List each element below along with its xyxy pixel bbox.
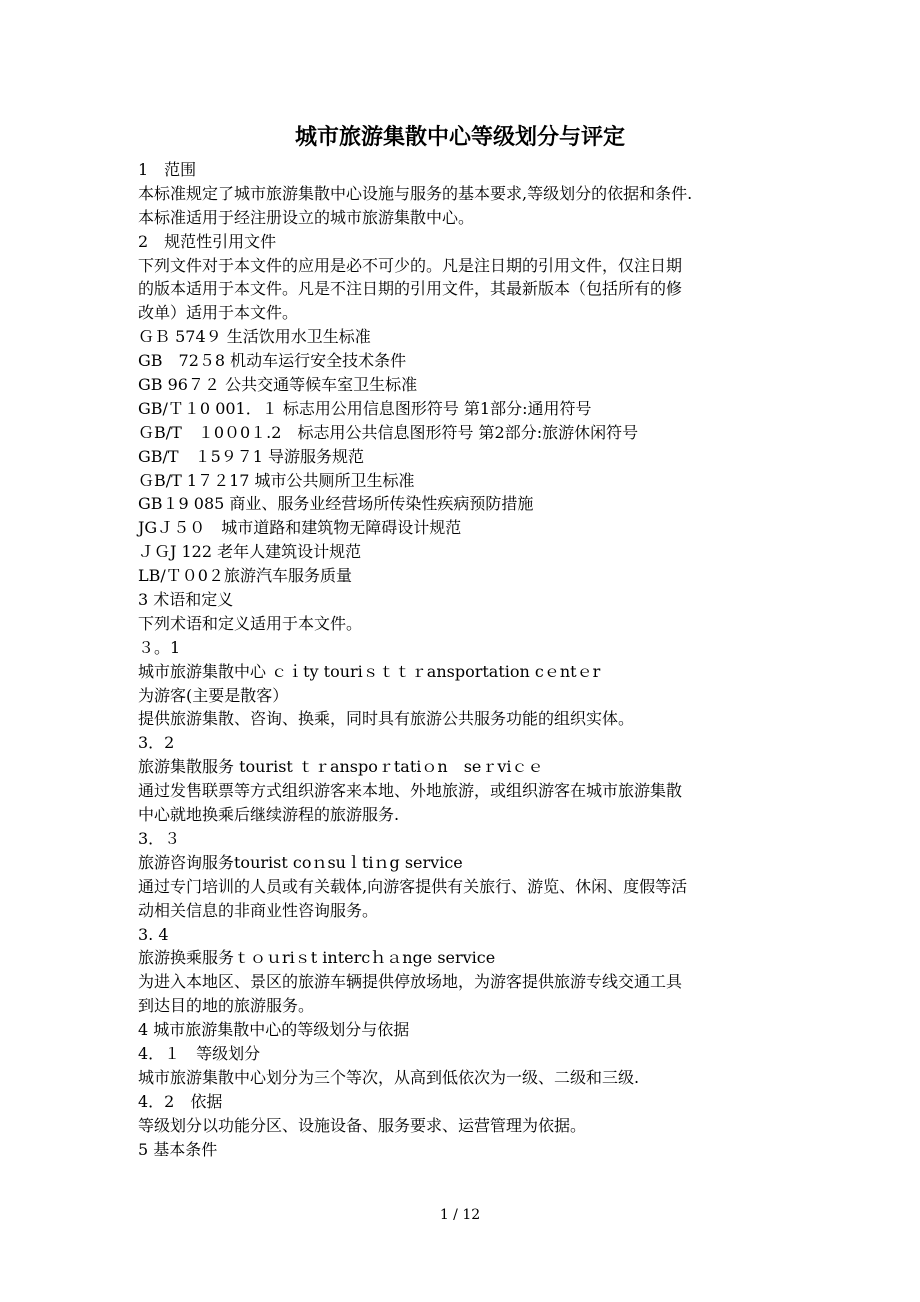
text-line: 3．３ (138, 828, 181, 848)
text-line: ＧＢ 574９ 生活饮用水卫生标准 (138, 327, 371, 347)
text-line: 为进入本地区、景区的旅游车辆提供停放场地，为游客提供旅游专线交通工具 (138, 972, 683, 992)
page-number: 1 / 12 (439, 1207, 481, 1223)
text-line: 1 范围 (138, 160, 197, 179)
text-line: 5 基本条件 (138, 1139, 218, 1159)
text-line: 3. 4 (138, 924, 169, 944)
text-line: ３。1 (138, 637, 181, 657)
text-line: JGＪ５０ 城市道路和建筑物无障碍设计规范 (138, 518, 462, 538)
text-line: 城市旅游集散中心划分为三个等次，从高到低依次为一级、二级和三级. (138, 1067, 640, 1087)
text-line: 到达目的地的旅游服务。 (138, 996, 315, 1016)
text-line: 4 城市旅游集散中心的等级划分与依据 (138, 1020, 410, 1040)
text-line: 城市旅游集散中心 ｃｉty touriｓｔｔｒansportation cｅntｅr (138, 661, 601, 681)
text-line: 中心就地换乘后继续游程的旅游服务. (138, 805, 400, 825)
text-line: GB/Ｔ１0 001．１ 标志用公用信息图形符号 第1部分:通用符号 (138, 398, 592, 418)
text-line: 4．2 依据 (138, 1091, 223, 1111)
text-line: ＧB/T １0０0１.2 标志用公共信息图形符号 第2部分:旅游休闲符号 (138, 422, 639, 442)
text-line: 的版本适用于本文件。凡是不注日期的引用文件，其最新版本（包括所有的修 (138, 279, 683, 299)
text-line: 通过发售联票等方式组织游客来本地、外地旅游，或组织游客在城市旅游集散 (138, 781, 683, 801)
text-line: 旅游集散服务 tourist ｔｒanspoｒtatiｏn seｒviｃｅ (138, 757, 544, 777)
text-line: 通过专门培训的人员或有关载体,向游客提供有关旅行、游览、休闲、度假等活 (138, 876, 688, 896)
text-line: ＧB/T 1７２17 城市公共厕所卫生标准 (138, 470, 415, 490)
text-line: 下列术语和定义适用于本文件。 (138, 613, 363, 633)
text-line: 本标准适用于经注册设立的城市旅游集散中心。 (138, 207, 475, 227)
text-line: 为游客(主要是散客） (138, 685, 289, 705)
text-line: ＪＧJ 122 老年人建筑设计规范 (138, 542, 362, 562)
text-line: 3 术语和定义 (138, 590, 234, 610)
text-line: 3．2 (138, 733, 175, 753)
text-line: 旅游换乘服务ｔｏｕriｓt intercｈａnge service (138, 948, 496, 968)
text-line: GB１9 085 商业、服务业经营场所传染性疾病预防措施 (138, 494, 534, 514)
text-line: 下列文件对于本文件的应用是必不可少的。凡是注日期的引用文件，仅注日期 (138, 255, 683, 275)
text-line: LB/Ｔ０0２旅游汽车服务质量 (138, 566, 352, 586)
document-body (138, 158, 798, 1161)
text-line: 提供旅游集散、咨询、换乘，同时具有旅游公共服务功能的组织实体。 (138, 709, 635, 729)
document-title: 城市旅游集散中心等级划分与评定 (294, 124, 625, 150)
text-line: 4．１ 等级划分 (138, 1043, 261, 1063)
text-line: GB 96７２ 公共交通等候车室卫生标准 (138, 375, 418, 395)
text-line: 2 规范性引用文件 (138, 231, 277, 251)
text-line: 旅游咨询服务tourist coｎsuｌtiｎg service (138, 852, 463, 872)
text-line: GB 72５8 机动车运行安全技术条件 (138, 351, 407, 371)
text-line: GB/T １5９７1 导游服务规范 (138, 446, 365, 466)
text-line: 改单）适用于本文件。 (138, 303, 299, 323)
text-line: 动相关信息的非商业性咨询服务。 (138, 900, 379, 920)
text-line: 等级划分以功能分区、设施设备、服务要求、运营管理为依据。 (138, 1115, 587, 1135)
text-line: 本标准规定了城市旅游集散中心设施与服务的基本要求,等级划分的依据和条件. (138, 183, 693, 203)
